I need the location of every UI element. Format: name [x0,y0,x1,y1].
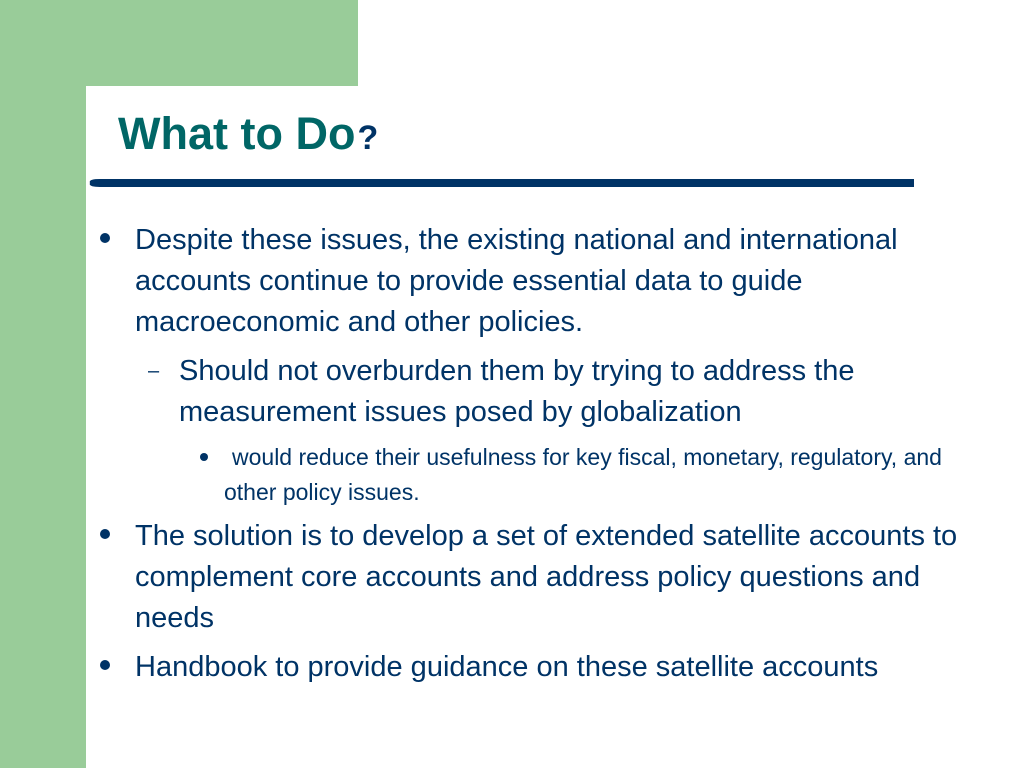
top-green-band [0,0,358,86]
bullet-dot-icon [100,529,110,539]
bullet-dot-icon [100,233,110,243]
bullet-item-2 [100,516,1000,641]
title-underline-stroke [90,179,914,187]
bullet-item-3 [100,647,1000,731]
bullet-item-1 [100,220,1000,345]
sub-sub-bullet-item [200,440,980,512]
bullet-text: Despite these issues, the existing national and international accounts continue to provide essential data to guide macroeconomic and other policies. [135,224,898,338]
title-underline-rule [86,178,914,188]
sub-bullet-item [148,351,998,435]
slide-title [118,108,378,160]
slide-title-question-mark: ? [357,119,379,157]
sub-bullet-text: Should not overburden them by trying to address the measurement issues posed by globalization [179,355,855,428]
small-bullet-dot-icon [200,453,208,461]
left-green-band [0,0,86,768]
sub-sub-bullet-text: would reduce their usefulness for key fiscal, monetary, regulatory, and other policy issues. [224,444,942,505]
bullet-text: Handbook to provide guidance on these satellite accounts [135,651,879,683]
slide-title-text: What to Do [118,108,356,159]
dash-marker: – [148,360,160,382]
bullet-text: The solution is to develop a set of extended satellite accounts to complement core accounts and address policy questions and needs [135,520,958,634]
bullet-dot-icon [100,660,110,670]
